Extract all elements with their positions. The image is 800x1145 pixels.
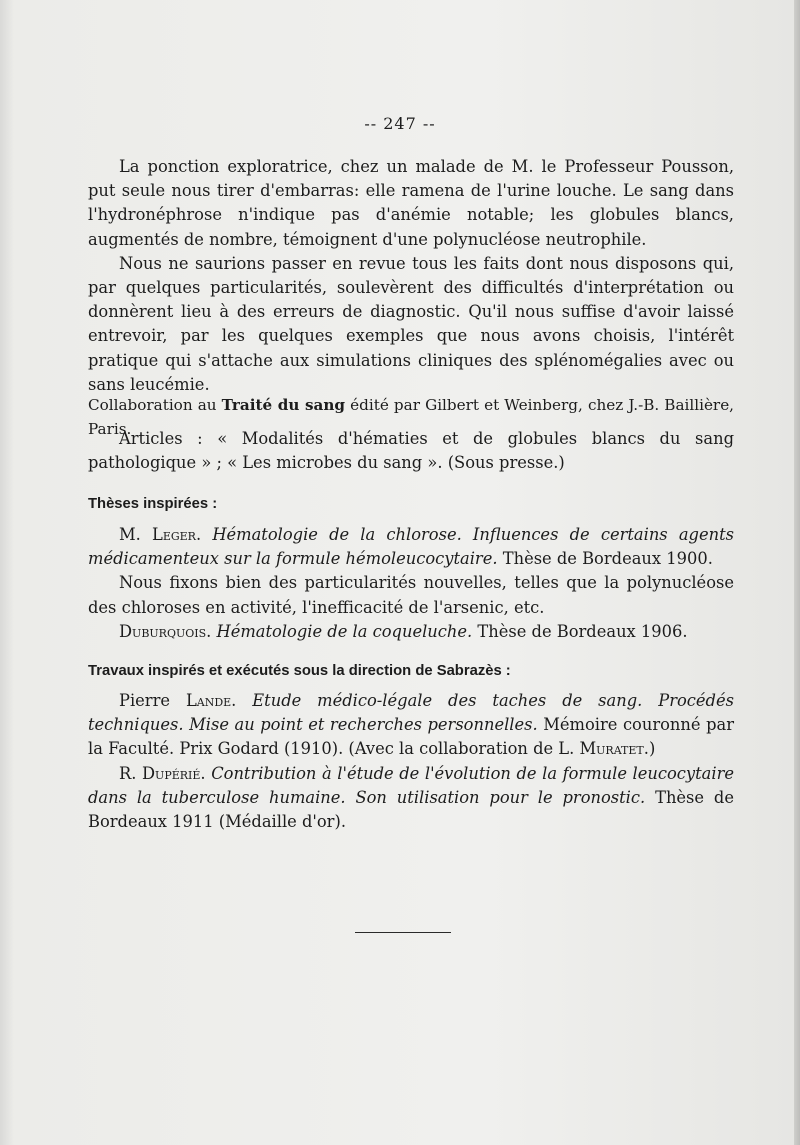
thesis-leger bbox=[88, 523, 734, 571]
theses-heading: Thèses inspirées : bbox=[88, 496, 218, 512]
intro-paragraph-2: Nous ne saurions passer en revue tous les faits dont nous disposons qui, par quelques particularités, soulevèrent des difficultés d'interprétation ou donnèrent lieu à des erreurs de diagnostic. Qu'il nous suffise d'avoir laissé entrevoir, par les quelques exemples que nous avons choisis, l'intérêt pratique qui s'attache aux simulations cliniques des splénomégalies avec ou sans leucémie. bbox=[88, 253, 734, 394]
author-lande: Lande. bbox=[185, 691, 237, 710]
duperie-tail: Thèse de Bordeaux 1911 (Médaille d'or). bbox=[88, 787, 734, 832]
duburquois-tail: Thèse de Bordeaux 1906. bbox=[477, 621, 688, 641]
work-lande-entry bbox=[88, 689, 734, 762]
collaboration-prefix: Collaboration au bbox=[88, 396, 222, 414]
collaboration-title: Traité du sang bbox=[221, 396, 346, 414]
work-duperie: Contribution à l'étude de l'évolution de la formule leucocytaire dans la tuberculose humaine. Son utilisation pour le pronostic. bbox=[88, 763, 734, 807]
theses-section bbox=[88, 523, 734, 644]
intro-section bbox=[88, 155, 734, 397]
page-number: -- 247 -- bbox=[364, 114, 436, 133]
author-duburquois: Duburquois. bbox=[119, 621, 212, 641]
collaborator-muratet: Muratet bbox=[579, 739, 644, 759]
work-leger: Hématologie de la chlorose. Influences de certains agents médicamenteux sur la formule hémoleucocytaire. bbox=[88, 525, 734, 569]
work-lande: Etude médico-légale des taches de sang. Procédés techniques. Mise au point et recherches personnelles. bbox=[88, 691, 734, 735]
articles-text: Articles : « Modalités d'hématies et de globules blancs du sang pathologique » ; « Les microbes du sang ». (Sous presse.) bbox=[88, 429, 734, 473]
work-duburquois: Hématologie de la coqueluche. bbox=[216, 621, 473, 641]
travaux-section bbox=[88, 689, 734, 834]
author-leger: M. Leger. bbox=[119, 525, 202, 544]
lande-end: .) bbox=[643, 739, 656, 759]
page-edge bbox=[794, 0, 800, 1145]
leger-tail: Thèse de Bordeaux 1900. bbox=[502, 549, 713, 569]
end-rule bbox=[355, 932, 451, 933]
author-duperie: R. Dupérié. bbox=[119, 763, 206, 783]
articles-section bbox=[88, 427, 734, 475]
collaboration-suffix: édité par Gilbert et Weinberg, chez J.-B. Baillière, Paris. bbox=[88, 396, 735, 439]
intro-paragraph-1: La ponction exploratrice, chez un malade de M. le Professeur Pousson, put seule nous tirer d'embarras: elle ramena de l'urine louche. Le sang dans l'hydronéphrose n'indique pas d'anémie notable; les globules blancs, augmentés de nombre, témoignent d'une polynucléose neutrophile. bbox=[88, 157, 734, 249]
thesis-duburquois bbox=[88, 620, 734, 644]
work-duperie-entry bbox=[88, 762, 734, 835]
thesis-leger-note: Nous fixons bien des particularités nouvelles, telles que la polynucléose des chloroses en activité, l'inefficacité de l'arsenic, etc. bbox=[88, 573, 734, 617]
lande-tail: Mémoire couronné par la Faculté. Prix Godard (1910). (Avec la collaboration de L. bbox=[88, 715, 734, 759]
travaux-heading: Travaux inspirés et exécutés sous la direction de Sabrazès : bbox=[88, 663, 511, 679]
lande-first-name: Pierre bbox=[119, 691, 170, 710]
